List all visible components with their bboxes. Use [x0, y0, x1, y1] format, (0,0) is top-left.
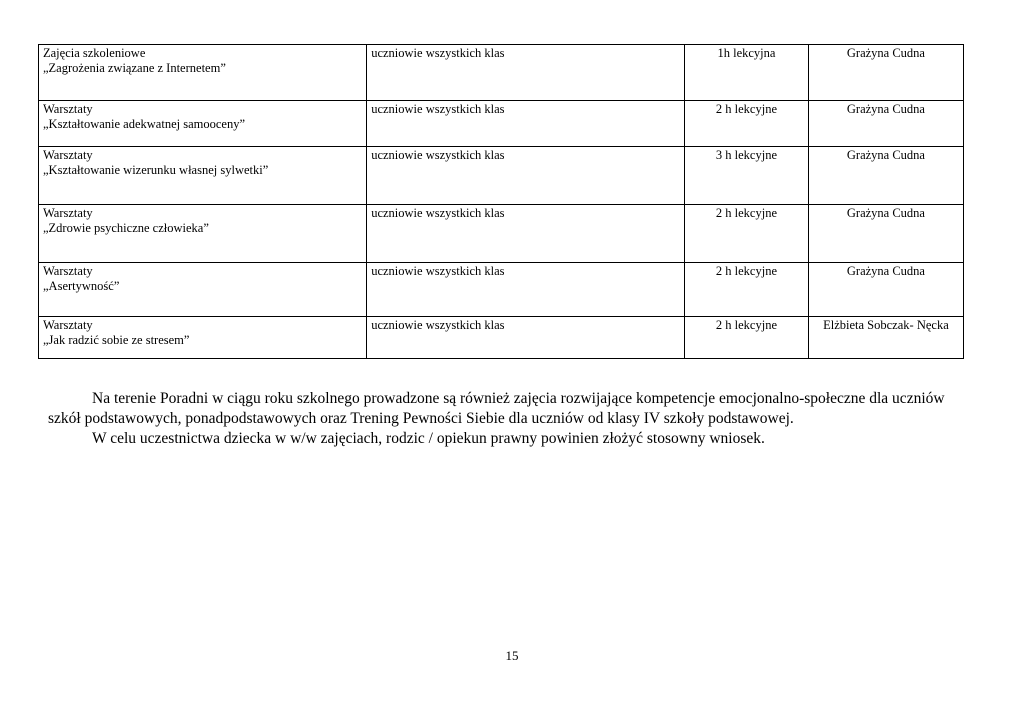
participants-cell: uczniowie wszystkich klas	[367, 317, 685, 359]
activity-title: „Jak radzić sobie ze stresem”	[43, 333, 190, 347]
table-row	[39, 147, 964, 205]
duration-cell: 1h lekcyjna	[685, 45, 809, 101]
activity-name-cell	[39, 147, 367, 205]
activity-title: „Asertywność”	[43, 279, 120, 293]
activity-title: „Zdrowie psychiczne człowieka”	[43, 221, 209, 235]
activity-title: „Kształtowanie adekwatnej samooceny”	[43, 117, 245, 131]
table-row	[39, 205, 964, 263]
duration-cell: 2 h lekcyjne	[685, 205, 809, 263]
duration-cell: 2 h lekcyjne	[685, 317, 809, 359]
participants-cell: uczniowie wszystkich klas	[367, 101, 685, 147]
activity-name-cell	[39, 101, 367, 147]
participants-cell: uczniowie wszystkich klas	[367, 45, 685, 101]
leader-cell: Grażyna Cudna	[808, 147, 963, 205]
table-row	[39, 101, 964, 147]
duration-cell: 2 h lekcyjne	[685, 101, 809, 147]
activity-type: Warsztaty	[43, 102, 93, 116]
activities-table	[38, 44, 964, 359]
activity-title: „Kształtowanie wizerunku własnej sylwetki”	[43, 163, 269, 177]
activity-type: Warsztaty	[43, 206, 93, 220]
leader-cell: Grażyna Cudna	[808, 205, 963, 263]
table-row	[39, 45, 964, 101]
table-row	[39, 263, 964, 317]
activity-type: Zajęcia szkoleniowe	[43, 46, 146, 60]
table-row	[39, 317, 964, 359]
duration-cell: 3 h lekcyjne	[685, 147, 809, 205]
activity-title: „Zagrożenia związane z Internetem”	[43, 61, 226, 75]
activity-name-cell	[39, 205, 367, 263]
leader-cell: Grażyna Cudna	[808, 101, 963, 147]
page-number: 15	[505, 648, 519, 663]
participants-cell: uczniowie wszystkich klas	[367, 205, 685, 263]
leader-cell: Grażyna Cudna	[808, 263, 963, 317]
leader-cell: Elżbieta Sobczak- Nęcka	[808, 317, 963, 359]
activity-type: Warsztaty	[43, 264, 93, 278]
activity-type: Warsztaty	[43, 148, 93, 162]
leader-cell: Grażyna Cudna	[808, 45, 963, 101]
duration-cell: 2 h lekcyjne	[685, 263, 809, 317]
activity-name-cell	[39, 263, 367, 317]
activity-name-cell	[39, 317, 367, 359]
info-paragraph: Na terenie Poradni w ciągu roku szkolnego prowadzone są również zajęcia rozwijające kompetencje emocjonalno-społeczne dla uczniów szkół podstawowych, ponadpodstawowych oraz Trening Pewności Siebie dla uczniów od klasy IV szkoły podstawowej.	[48, 390, 945, 427]
participants-cell: uczniowie wszystkich klas	[367, 263, 685, 317]
application-paragraph: W celu uczestnictwa dziecka w w/w zajęciach, rodzic / opiekun prawny powinien złożyć stosowny wniosek.	[92, 430, 765, 447]
participants-cell: uczniowie wszystkich klas	[367, 147, 685, 205]
activity-name-cell	[39, 45, 367, 101]
activity-type: Warsztaty	[43, 318, 93, 332]
